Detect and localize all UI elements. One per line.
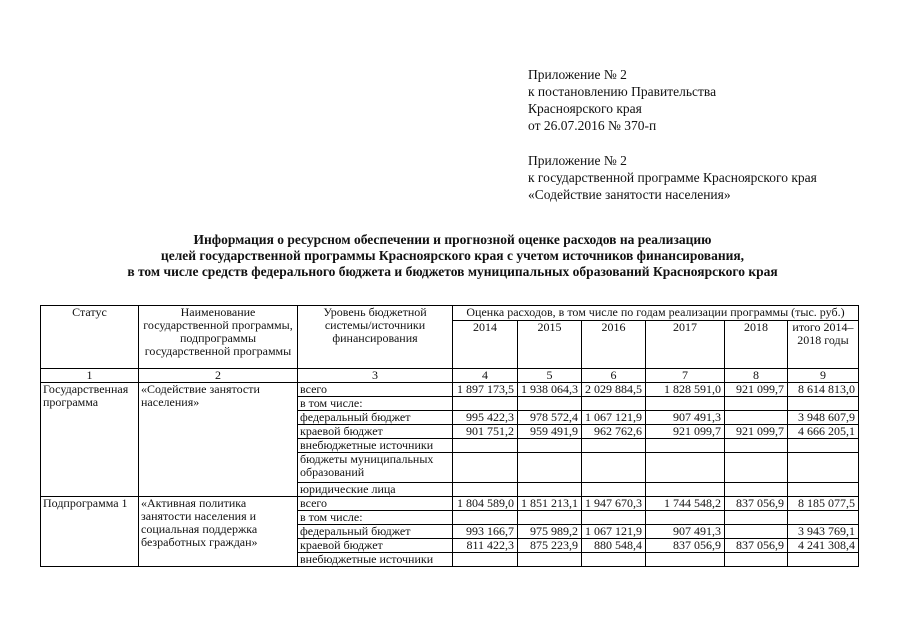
row-year-value [582,511,646,525]
column-number: 3 [298,369,453,383]
row-year-value: 1 828 591,0 [646,383,725,397]
appendix-line: к государственной программе Красноярского края [528,170,817,185]
row-year-value: 975 989,2 [518,525,582,539]
row-total-value [788,453,859,483]
row-year-value [518,439,582,453]
row-year-value: 875 223,9 [518,539,582,553]
row-budget-level: юридические лица [298,483,453,497]
row-year-value: 811 422,3 [453,539,518,553]
header-total: итого 2014–2018 годы [788,321,859,369]
row-year-value: 1 947 670,3 [582,497,646,511]
appendix-line: Приложение № 2 [528,67,627,82]
table-row [41,383,859,397]
row-budget-level: краевой бюджет [298,539,453,553]
row-total-value: 3 943 769,1 [788,525,859,539]
title-line: в том числе средств федерального бюджета и бюджетов муниципальных образований Красноярского края [127,264,778,279]
row-budget-level: внебюджетные источники [298,553,453,567]
row-year-value [725,483,788,497]
column-number: 8 [725,369,788,383]
header-year: 2016 [582,321,646,369]
row-year-value [453,453,518,483]
row-year-value: 1 067 121,9 [582,525,646,539]
row-budget-level: федеральный бюджет [298,525,453,539]
row-year-value: 837 056,9 [725,539,788,553]
row-year-value: 837 056,9 [646,539,725,553]
row-year-value: 907 491,3 [646,411,725,425]
title-line: целей государственной программы Красноярского края с учетом источников финансирования, [160,248,745,263]
row-year-value [725,397,788,411]
appendix-block-program [528,152,817,203]
header-year: 2018 [725,321,788,369]
row-status: Государственная программа [41,383,139,497]
row-total-value: 8 614 813,0 [788,383,859,397]
column-number: 6 [582,369,646,383]
appendix-line: к постановлению Правительства [528,84,717,99]
document-title [0,232,905,280]
row-year-value [582,553,646,567]
row-year-value: 1 851 213,1 [518,497,582,511]
row-year-value [518,453,582,483]
header-status: Статус [41,306,139,369]
row-year-value [582,439,646,453]
row-year-value: 1 897 173,5 [453,383,518,397]
row-year-value: 1 744 548,2 [646,497,725,511]
header-name: Наименование государственной программы, подпрограммы государственной программы [139,306,298,369]
row-year-value [646,453,725,483]
table-row [41,497,859,511]
header-year: 2014 [453,321,518,369]
appendix-line: Красноярского края [528,101,642,116]
row-total-value [788,397,859,411]
column-number: 1 [41,369,139,383]
row-year-value: 959 491,9 [518,425,582,439]
row-year-value [582,453,646,483]
row-year-value [646,439,725,453]
row-year-value [725,511,788,525]
row-year-value [453,439,518,453]
row-year-value [646,511,725,525]
row-year-value [646,397,725,411]
row-year-value: 921 099,7 [725,383,788,397]
header-year: 2015 [518,321,582,369]
row-year-value: 901 751,2 [453,425,518,439]
resource-table [40,305,859,567]
row-year-value [725,453,788,483]
row-year-value [518,553,582,567]
table-body [41,306,859,567]
title-line: Информация о ресурсном обеспечении и прогнозной оценке расходов на реализацию [193,232,712,247]
row-year-value [518,397,582,411]
row-year-value: 1 804 589,0 [453,497,518,511]
column-number: 7 [646,369,725,383]
column-number-row [41,369,859,383]
row-total-value: 3 948 607,9 [788,411,859,425]
row-total-value [788,439,859,453]
header-year: 2017 [646,321,725,369]
row-year-value: 907 491,3 [646,525,725,539]
row-year-value [518,511,582,525]
row-year-value [453,397,518,411]
appendix-line: Приложение № 2 [528,153,627,168]
column-number: 5 [518,369,582,383]
row-year-value [725,411,788,425]
row-budget-level: внебюджетные источники [298,439,453,453]
row-year-value [453,483,518,497]
row-program-name: «Содействие занятости населения» [139,383,298,497]
row-program-name: «Активная политика занятости населения и социальная поддержка безработных граждан» [139,497,298,567]
row-year-value [582,483,646,497]
row-year-value [453,553,518,567]
row-year-value [725,525,788,539]
appendix-block-decree [528,66,716,134]
row-year-value: 962 762,6 [582,425,646,439]
row-total-value: 8 185 077,5 [788,497,859,511]
row-year-value: 1 067 121,9 [582,411,646,425]
header-estimate: Оценка расходов, в том числе по годам реализации программы (тыс. руб.) [453,306,859,321]
row-year-value [725,553,788,567]
row-year-value: 995 422,3 [453,411,518,425]
row-budget-level: всего [298,383,453,397]
row-year-value: 978 572,4 [518,411,582,425]
column-number: 2 [139,369,298,383]
row-total-value [788,511,859,525]
row-total-value [788,553,859,567]
row-total-value [788,483,859,497]
appendix-line: «Содействие занятости населения» [528,187,731,202]
column-number: 4 [453,369,518,383]
row-year-value [646,483,725,497]
row-year-value [582,397,646,411]
row-year-value: 993 166,7 [453,525,518,539]
header-level: Уровень бюджетной системы/источники финансирования [298,306,453,369]
row-status: Подпрограмма 1 [41,497,139,567]
row-year-value [646,553,725,567]
row-year-value [725,439,788,453]
row-year-value: 921 099,7 [725,425,788,439]
row-total-value: 4 241 308,4 [788,539,859,553]
column-number: 9 [788,369,859,383]
row-budget-level: краевой бюджет [298,425,453,439]
row-budget-level: всего [298,497,453,511]
row-year-value [453,511,518,525]
row-year-value: 880 548,4 [582,539,646,553]
row-budget-level: бюджеты муниципальных образований [298,453,453,483]
appendix-line: от 26.07.2016 № 370-п [528,118,657,133]
row-budget-level: в том числе: [298,511,453,525]
row-total-value: 4 666 205,1 [788,425,859,439]
row-budget-level: в том числе: [298,397,453,411]
row-year-value: 921 099,7 [646,425,725,439]
row-year-value: 1 938 064,3 [518,383,582,397]
row-year-value: 2 029 884,5 [582,383,646,397]
row-year-value: 837 056,9 [725,497,788,511]
row-year-value [518,483,582,497]
row-budget-level: федеральный бюджет [298,411,453,425]
